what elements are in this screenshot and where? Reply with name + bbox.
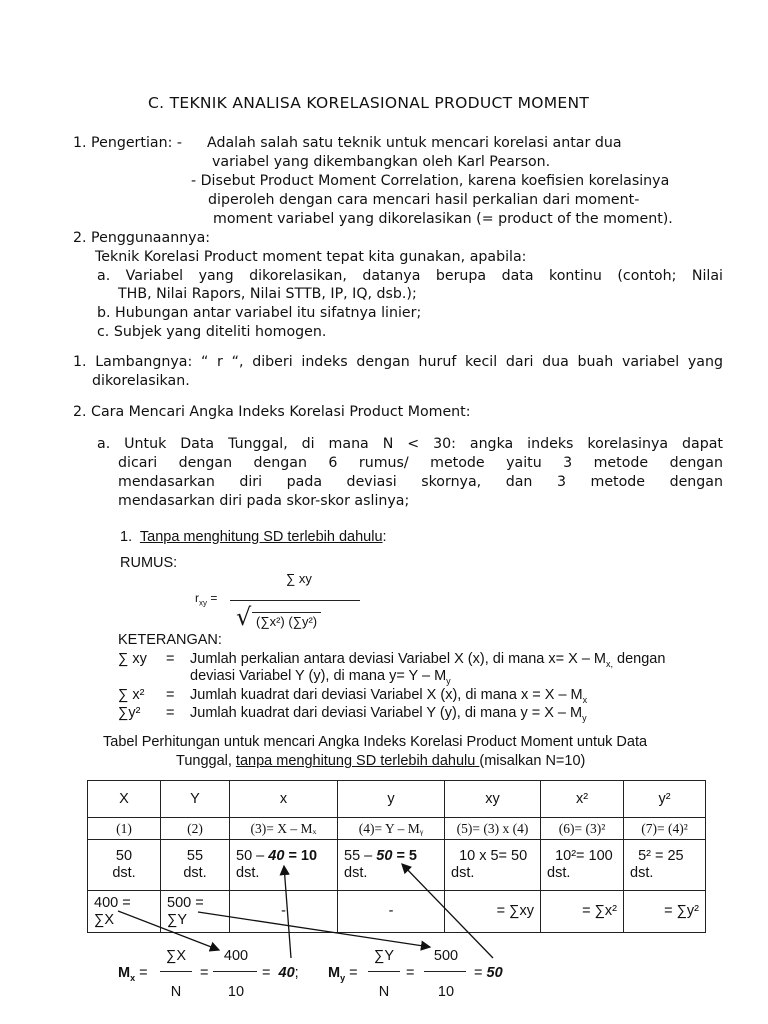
total-cell: = ∑xy — [445, 891, 541, 933]
method-text: mendasarkan diri pada skor-skor aslinya; — [118, 493, 410, 509]
sum-x: ∑X — [165, 948, 186, 964]
symbol-line: dikorelasikan. — [92, 373, 190, 389]
value-400: 400 — [223, 948, 249, 964]
n-label: N — [170, 984, 182, 1000]
total-cell: - — [338, 891, 445, 933]
usage-item-a-cont: THB, Nilai Rapors, Nilai STTB, IP, IQ, dsb.); — [118, 286, 417, 302]
definition-line: diperoleh dengan cara mencari hasil perkalian dari moment- — [208, 192, 640, 208]
definition-label: 1. Pengertian: - — [73, 135, 182, 151]
keterangan-sym: ∑y² — [118, 705, 141, 721]
mean-y-label: $M_y$ = — [328, 965, 358, 983]
page-title: C. TEKNIK ANALISA KORELASIONAL PRODUCT MOMENT — [148, 94, 590, 112]
total-cell: 500 = ∑Y — [161, 891, 230, 933]
keterangan-sym: ∑ x² — [118, 687, 145, 703]
value-cell: 50 – 40 = 10 dst. — [230, 840, 338, 891]
keterangan-text: Jumlah kuadrat dari deviasi Variabel Y (y), di mana $y = X - M_y$ — [190, 705, 587, 723]
value-cell: 10 x 5= 50 dst. — [445, 840, 541, 891]
definition-line: Adalah salah satu teknik untuk mencari korelasi antar dua — [207, 135, 622, 151]
usage-intro: Teknik Korelasi Product moment tepat kita gunakan, apabila: — [95, 249, 527, 265]
header-cell: x — [230, 781, 338, 818]
value-cell: 50 dst. — [88, 840, 161, 891]
usage-heading: 2. Penggunaannya: — [73, 230, 211, 246]
keterangan-text: Jumlah kuadrat dari deviasi Variabel X (x), di mana $x = X - M_x$ — [190, 687, 588, 705]
header-cell: X — [88, 781, 161, 818]
keterangan-text: Jumlah perkalian antara deviasi Variabel X (x), di mana $x= X - M_{x,}$ dengan — [190, 651, 666, 669]
formula-cell: (6)= (3)² — [541, 818, 624, 840]
method-heading: 2. Cara Mencari Angka Indeks Korelasi Product Moment: — [73, 404, 471, 420]
formula-lhs: $r_{xy}$ = — [195, 591, 218, 608]
value-10: 10 — [227, 984, 245, 1000]
total-cell: 400 = ∑X — [88, 891, 161, 933]
usage-item-b: b. Hubungan antar variabel itu sifatnya linier; — [97, 305, 422, 321]
formula-denominator: (∑x²) (∑y²) — [252, 612, 321, 631]
value-500: 500 — [433, 948, 459, 964]
header-cell: xy — [445, 781, 541, 818]
value-cell: 5² = 25 dst. — [624, 840, 706, 891]
method-text: a. Untuk Data Tunggal, di mana N < 30: angka indeks korelasinya dapat — [97, 436, 723, 452]
mean-x-result: = 40; — [262, 965, 299, 981]
formula-cell: (5)= (3) x (4) — [445, 818, 541, 840]
method-text: mendasarkan diri pada deviasi skornya, dan 3 metode dengan — [118, 474, 723, 490]
arrow-icon — [284, 866, 291, 958]
formula-numerator: ∑ xy — [286, 571, 312, 586]
usage-item-c: c. Subjek yang diteliti homogen. — [97, 324, 327, 340]
total-cell: - — [230, 891, 338, 933]
definition-line: moment variabel yang dikorelasikan (= product of the moment). — [213, 211, 673, 227]
keterangan-heading: KETERANGAN: — [118, 632, 222, 648]
arrow-icon — [118, 911, 219, 950]
header-cell: y — [338, 781, 445, 818]
symbol-line: 1. Lambangnya: “ r “, diberi indeks dengan huruf kecil dari dua buah variabel yang — [73, 354, 723, 370]
value-cell: 55 dst. — [161, 840, 230, 891]
definition-line: - Disebut Product Moment Correlation, karena koefisien korelasinya — [191, 173, 670, 189]
value-10: 10 — [437, 984, 455, 1000]
method-text: dicari dengan dengan 6 rumus/ metode yaitu 3 metode dengan — [118, 455, 723, 471]
value-cell: 55 – 50 = 5 dst. — [338, 840, 445, 891]
arrow-icon — [402, 864, 493, 958]
rumus-label: RUMUS: — [120, 555, 178, 571]
eq-sign: = — [200, 965, 209, 981]
total-cell: = ∑y² — [624, 891, 706, 933]
mean-y-result: = 50 — [474, 965, 503, 981]
eq-sign: = — [406, 965, 415, 981]
table-caption: Tunggal, tanpa menghitung SD terlebih dahulu (misalkan N=10) — [176, 753, 586, 769]
subsection-heading: 1. Tanpa menghitung SD terlebih dahulu: — [120, 529, 387, 545]
formula-cell: (7)= (4)² — [624, 818, 706, 840]
formula-cell: (4)= Y – Mᵧ — [338, 818, 445, 840]
keterangan-eq: = — [166, 705, 175, 721]
keterangan-sym: ∑ xy — [118, 651, 147, 667]
keterangan-eq: = — [166, 651, 175, 667]
header-cell: Y — [161, 781, 230, 818]
arrow-icon — [198, 912, 430, 947]
sum-y: ∑Y — [373, 948, 394, 964]
keterangan-text: deviasi Variabel Y (y), di mana $y= Y - M_y$ — [190, 668, 451, 686]
usage-item-a: a. Variabel yang dikorelasikan, datanya berupa data kontinu (contoh; Nilai — [97, 268, 723, 284]
sqrt-icon: √ — [236, 603, 252, 631]
definition-line: variabel yang dikembangkan oleh Karl Pearson. — [212, 154, 551, 170]
mean-x-label: $M_x$ = — [118, 965, 148, 983]
formula-cell: (2) — [161, 818, 230, 840]
value-cell: 10²= 100 dst. — [541, 840, 624, 891]
formula-cell: (1) — [88, 818, 161, 840]
header-cell: x² — [541, 781, 624, 818]
keterangan-eq: = — [166, 687, 175, 703]
total-cell: = ∑x² — [541, 891, 624, 933]
header-cell: y² — [624, 781, 706, 818]
table-caption: Tabel Perhitungan untuk mencari Angka Indeks Korelasi Product Moment untuk Data — [103, 734, 648, 750]
formula-cell: (3)= X – Mₓ — [230, 818, 338, 840]
n-label: N — [378, 984, 390, 1000]
